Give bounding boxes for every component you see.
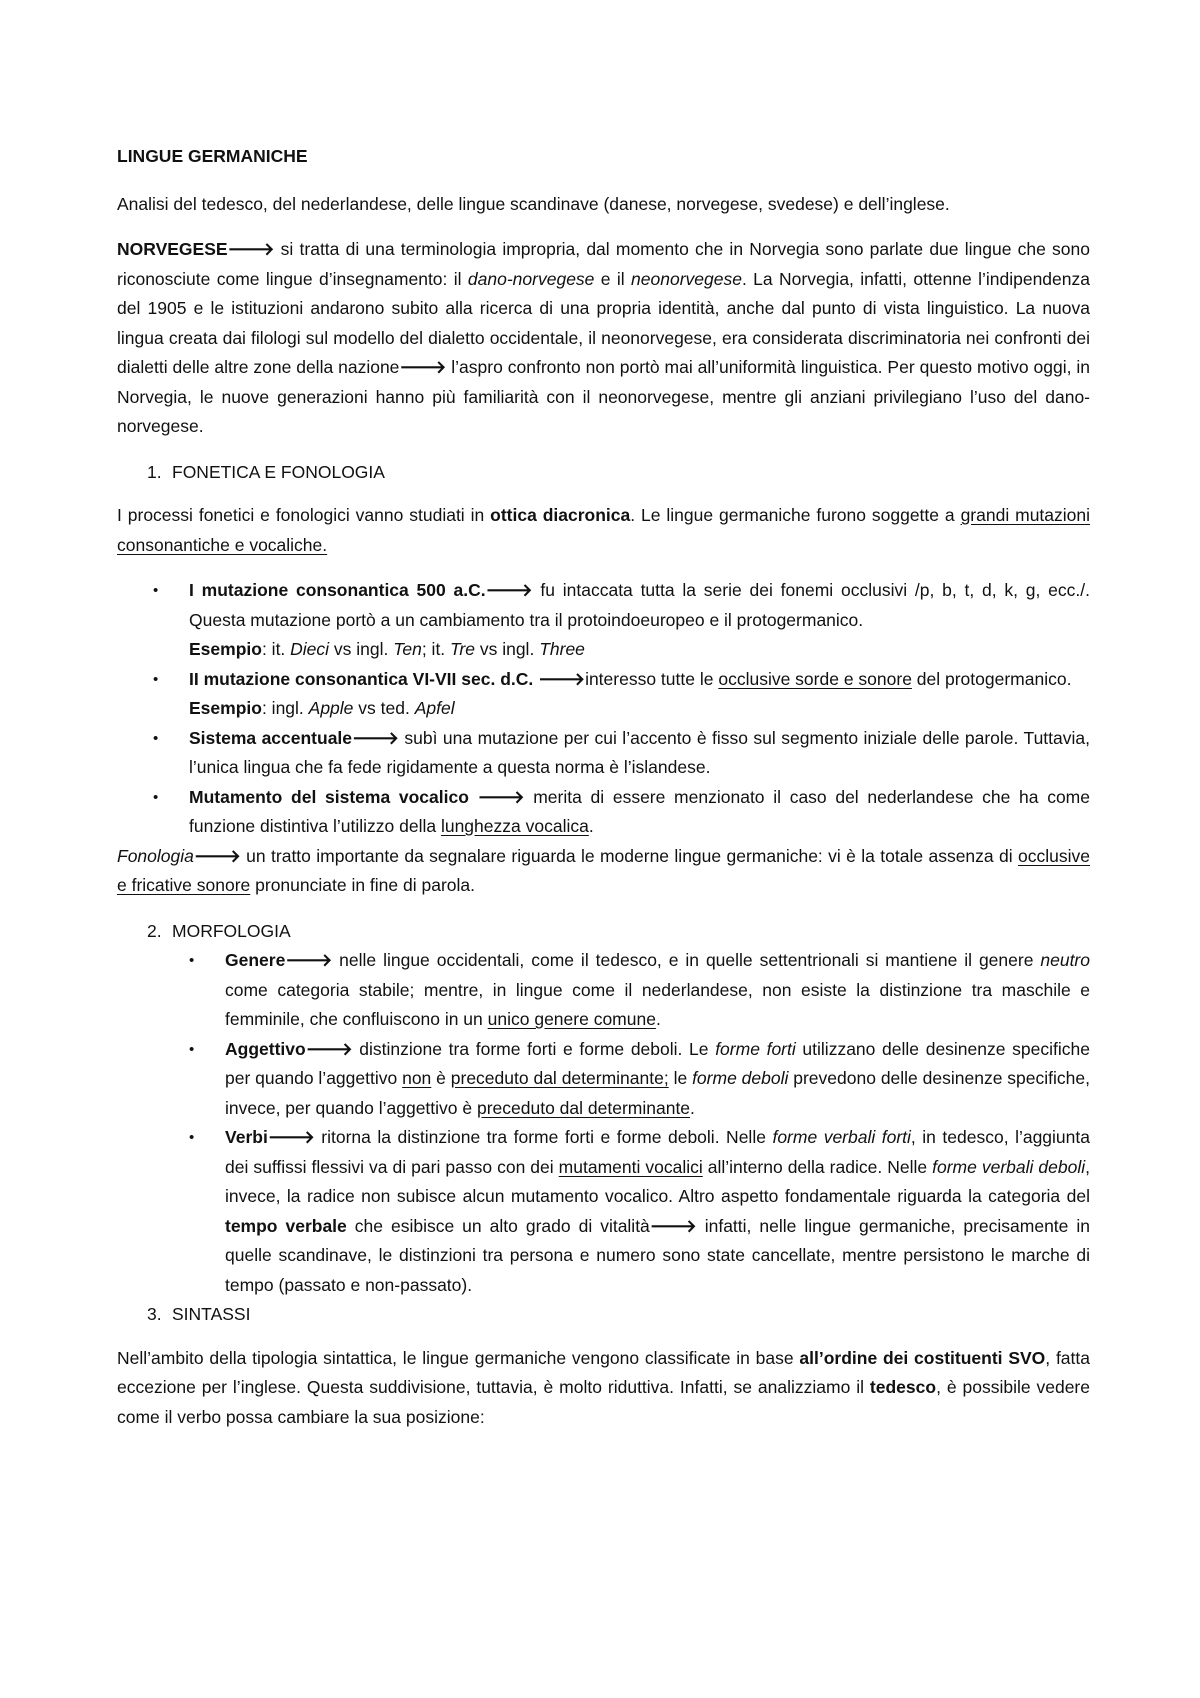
text-run: . La Norvegia, infatti, ottenne l’indipendenza del 1905 e le istituzioni andarono subito alla ricerca di una propria identità, anche dal punto di vista linguistico. La nuova lingua creata dai filologi sul modello del dialetto occidentale, il neonorvegese, era considerata discriminatoria nei confronti dei dialetti delle altre zone della nazione xyxy=(117,268,1090,377)
section-title: FONETICA E FONOLOGIA xyxy=(172,461,385,482)
italic-term: Dieci xyxy=(290,639,330,659)
text-run: , invece, la radice non subisce alcun mutamento vocalico. Altro aspetto fondamentale riguarda la categoria del xyxy=(225,1156,1090,1206)
text-run: del protogermanico. xyxy=(911,668,1072,689)
underlined-term: occlusive e fricative sonore xyxy=(117,845,1090,895)
text-run: prevedono delle desinenze specifiche, invece, per quando l’aggettivo è xyxy=(225,1068,1090,1118)
arrow-icon: 🡒 xyxy=(649,1215,697,1236)
arrow-icon: 🡒 xyxy=(285,950,333,970)
text-run: : ingl. xyxy=(261,698,309,718)
morfologia-list xyxy=(117,946,1090,1300)
arrow-icon: 🡒 xyxy=(227,239,275,259)
text-run: un tratto importante da segnalare riguarda le moderne lingue germaniche: vi è la totale assenza di xyxy=(240,845,1019,866)
arrow-icon: 🡒 xyxy=(538,668,586,689)
bold-term: tempo verbale xyxy=(225,1215,347,1236)
list-item xyxy=(117,1035,1090,1124)
text-run: nelle lingue occidentali, come il tedesco, e in quelle settentrionali si mantiene il genere xyxy=(332,950,1041,970)
item-label: Aggettivo xyxy=(225,1038,306,1059)
text-run: come categoria stabile; mentre, in lingue come il nederlandese, non esiste la distinzione tra maschile e femminile, che confluiscono in un xyxy=(225,979,1090,1029)
italic-term: Fonologia xyxy=(117,845,194,866)
norvegese-paragraph xyxy=(117,235,1090,442)
section-heading-sintassi xyxy=(117,1300,1090,1330)
text-run: . Le lingue germaniche furono soggette a xyxy=(630,505,961,525)
underlined-term: grandi mutazioni consonantiche e vocaliche. xyxy=(117,505,1091,555)
list-item xyxy=(117,665,1090,724)
italic-term: Ten xyxy=(393,639,422,659)
item-label: Mutamento del sistema vocalico xyxy=(189,786,478,807)
arrow-icon: 🡒 xyxy=(485,580,533,600)
italic-term: forme deboli xyxy=(692,1068,789,1088)
underlined-term: unico genere comune xyxy=(487,1009,656,1029)
italic-term: dano-norvegese xyxy=(467,268,595,289)
underlined-term: lunghezza vocalica xyxy=(440,816,589,836)
arrow-icon: 🡒 xyxy=(305,1038,353,1059)
list-item xyxy=(117,946,1090,1035)
text-run: merita di essere menzionato il caso del nederlandese che ha come funzione distintiva l’utilizzo della xyxy=(189,786,1090,836)
bullet-icon: • xyxy=(189,952,195,969)
text-run: , fatta eccezione per l’inglese. Questa suddivisione, tuttavia, è molto riduttiva. Infatti, se analizziamo il xyxy=(117,1347,1090,1397)
italic-term: forme forti xyxy=(715,1038,796,1059)
arrow-icon: 🡒 xyxy=(477,786,525,807)
bullet-icon: • xyxy=(189,1129,195,1146)
page-title: LINGUE GERMANICHE xyxy=(117,146,308,166)
text-run: . xyxy=(655,1009,661,1029)
bullet-icon: • xyxy=(153,670,159,688)
fonologia-paragraph xyxy=(117,842,1090,901)
bullet-icon: • xyxy=(189,1040,195,1058)
item-label: II mutazione consonantica VI-VII sec. d.C. xyxy=(189,668,534,689)
example-label: Esempio xyxy=(189,639,262,659)
section-number: 3. xyxy=(147,1304,162,1324)
text-run: e il xyxy=(594,268,632,289)
text-run: Nell’ambito della tipologia sintattica, le lingue germaniche vengono classificate in base xyxy=(117,1347,800,1368)
underlined-term: preceduto dal determinante; xyxy=(450,1068,669,1088)
italic-term: forme verbali forti xyxy=(772,1127,911,1147)
item-label: Sistema accentuale xyxy=(189,727,353,748)
bullet-icon: • xyxy=(153,788,159,806)
text-run: . xyxy=(588,816,594,836)
document-page xyxy=(117,142,1090,1432)
bold-term: all’ordine dei costituenti SVO xyxy=(799,1347,1046,1368)
list-item xyxy=(117,1123,1090,1300)
text-run: , in tedesco, l’aggiunta dei suffissi flessivi va di pari passo con dei xyxy=(225,1127,1090,1177)
item-label: I mutazione consonantica 500 a.C. xyxy=(189,580,486,600)
intro-paragraph: Analisi del tedesco, del nederlandese, delle lingue scandinave (danese, norvegese, svedese) e dell’inglese. xyxy=(117,193,950,214)
text-run: vs ingl. xyxy=(329,639,394,659)
item-text: subì una mutazione per cui l’accento è fisso sul segmento iniziale delle parole. Tuttavia, l’unica lingua che fa fede rigidamente a questa norma è l’islandese. xyxy=(189,727,1090,777)
arrow-icon: 🡒 xyxy=(193,845,241,866)
arrow-icon: 🡒 xyxy=(352,727,399,748)
text-run: che esibisce un alto grado di vitalità xyxy=(346,1215,650,1236)
underlined-term: preceduto dal determinante xyxy=(476,1097,691,1118)
example-label: Esempio xyxy=(189,698,262,718)
text-run: le xyxy=(668,1068,693,1088)
text-run: interesso tutte le xyxy=(585,668,719,689)
underlined-term: occlusive sorde e sonore xyxy=(718,668,912,689)
section-heading-morfologia xyxy=(117,917,1090,947)
bold-term: tedesco xyxy=(869,1377,937,1397)
fonetica-list xyxy=(117,576,1090,842)
underlined-term: non xyxy=(402,1068,432,1088)
text-run: utilizzano delle desinenze specifiche per quando l’aggettivo xyxy=(225,1038,1090,1088)
italic-term: Apple xyxy=(308,698,354,718)
section-number: 1. xyxy=(147,461,162,482)
italic-term: neonorvegese xyxy=(631,268,742,289)
text-run: si tratta di una terminologia impropria, dal momento che in Norvegia sono parlate due lingue che sono riconosciute come lingue d’insegnamento: il xyxy=(117,239,1090,289)
text-run: l’aspro confronto non portò mai all’uniformità linguistica. Per questo motivo oggi, in Norvegia, le nuove generazioni hanno più familiarità con il neonorvegese, mentre gli anziani privilegiano l’uso del dano-norvegese. xyxy=(117,357,1090,436)
text-run: . xyxy=(690,1097,695,1118)
underlined-term: mutamenti vocalici xyxy=(558,1156,703,1177)
text-run: pronunciate in fine di parola. xyxy=(250,875,475,895)
section-heading-fonetica xyxy=(117,458,1090,488)
list-item xyxy=(117,783,1090,842)
text-run: vs ted. xyxy=(353,698,415,718)
text-run: ; it. xyxy=(421,639,451,659)
fonetica-paragraph xyxy=(117,501,1090,560)
bullet-icon: • xyxy=(153,729,159,747)
text-run: distinzione tra forme forti e forme deboli. Le xyxy=(352,1038,716,1059)
text-run: all’interno della radice. Nelle xyxy=(702,1156,933,1177)
italic-term: neutro xyxy=(1040,950,1090,970)
section-title: SINTASSI xyxy=(172,1304,251,1324)
item-label: Verbi xyxy=(225,1127,268,1147)
italic-term: forme verbali deboli xyxy=(932,1156,1086,1177)
text-run: I processi fonetici e fonologici vanno studiati in xyxy=(117,505,491,525)
item-label: Genere xyxy=(225,950,286,970)
norvegese-label: NORVEGESE xyxy=(117,239,228,259)
text-run: ritorna la distinzione tra forme forti e forme deboli. Nelle xyxy=(314,1127,773,1147)
italic-term: Apfel xyxy=(414,698,455,718)
arrow-icon: 🡒 xyxy=(399,357,447,377)
arrow-icon: 🡒 xyxy=(267,1127,315,1147)
text-run: , è possibile vedere come il verbo possa cambiare la sua posizione: xyxy=(117,1377,1090,1427)
text-run: vs ingl. xyxy=(474,639,540,659)
section-title: MORFOLOGIA xyxy=(172,920,291,941)
list-item xyxy=(117,724,1090,783)
italic-term: Tre xyxy=(450,639,475,659)
text-run: infatti, nelle lingue germaniche, precisamente in quelle scandinave, le distinzioni tra persona e numero sono state cancellate, mentre persistono le marche di tempo (passato e non-passato). xyxy=(225,1215,1090,1295)
bold-term: ottica diacronica xyxy=(490,505,631,525)
list-item xyxy=(117,576,1090,665)
section-number: 2. xyxy=(147,920,162,941)
italic-term: Three xyxy=(539,639,585,659)
item-text: fu intaccata tutta la serie dei fonemi occlusivi /p, b, t, d, k, g, ecc./. Questa mutazione portò a un cambiamento tra il protoindoeuropeo e il protogermanico. xyxy=(189,580,1090,630)
text-run: è xyxy=(431,1068,451,1088)
text-run: : it. xyxy=(261,639,291,659)
sintassi-paragraph xyxy=(117,1344,1090,1433)
bullet-icon: • xyxy=(153,582,159,599)
